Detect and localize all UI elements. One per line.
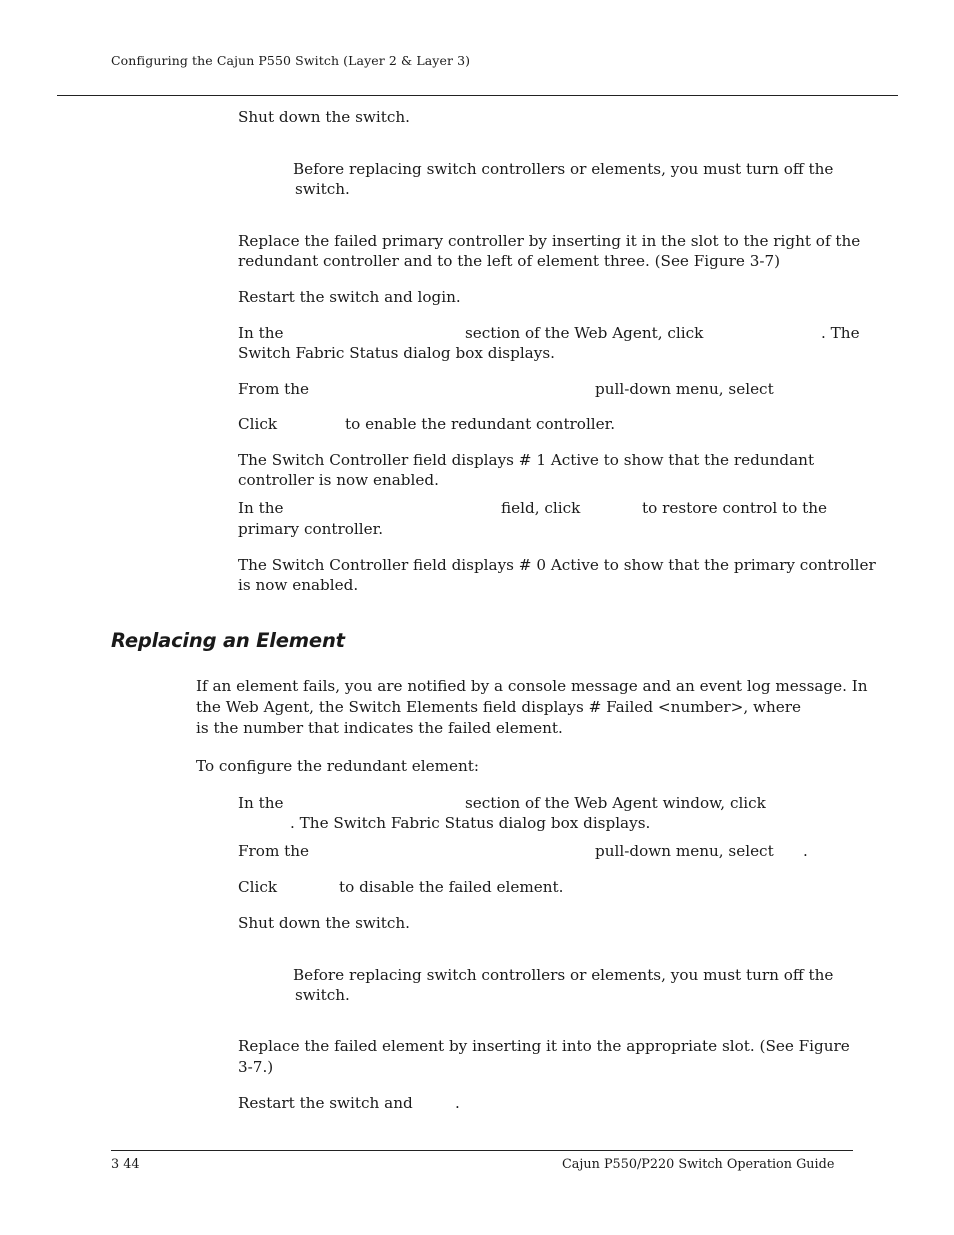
- result-controller-0-line2: is now enabled.: [238, 576, 359, 594]
- running-head: Configuring the Cajun P550 Switch (Layer 2 & Layer 3): [111, 53, 471, 68]
- el-step-click: Click: [238, 878, 278, 896]
- caution-text-line1: Before replacing switch controllers or elements, you must turn off the: [293, 160, 834, 178]
- intro-line1: If an element fails, you are notified by a console message and an event log message. In: [196, 677, 868, 695]
- step-click: Click: [238, 415, 278, 433]
- el-step-dialog-displays: . The Switch Fabric Status dialog box displays.: [290, 814, 651, 832]
- el-step-in-the: In the: [238, 794, 284, 812]
- step-primary-controller: primary controller.: [238, 520, 384, 538]
- el-step-restart-period: .: [455, 1094, 460, 1112]
- step-section-web-agent: section of the Web Agent, click: [465, 324, 704, 342]
- step-replace-controller-line2: redundant controller and to the left of element three. (See Figure 3-7): [238, 252, 781, 270]
- step-field-click: field, click: [501, 499, 581, 517]
- step-from-the: From the: [238, 380, 310, 398]
- intro-line2: the Web Agent, the Switch Elements field displays # Failed <number>, where: [196, 698, 801, 716]
- el-step-replace-line2: 3-7.): [238, 1058, 274, 1076]
- result-controller-1-line2: controller is now enabled.: [238, 471, 439, 489]
- header-rule: [57, 95, 898, 96]
- step-in-the: In the: [238, 324, 284, 342]
- step-pulldown-select: pull-down menu, select: [595, 380, 774, 398]
- step-in-the-field: In the: [238, 499, 284, 517]
- el-step-period: .: [803, 842, 808, 860]
- step-shut-down: Shut down the switch.: [238, 108, 410, 126]
- el-step-replace-line1: Replace the failed element by inserting it into the appropriate slot. (See Figure: [238, 1037, 850, 1055]
- step-the: . The: [821, 324, 860, 342]
- el-caution-line2: switch.: [295, 986, 350, 1004]
- section-heading: Replacing an Element: [111, 629, 345, 652]
- caution-text-line2: switch.: [295, 180, 350, 198]
- step-enable-redundant: to enable the redundant controller.: [345, 415, 616, 433]
- el-step-from-the: From the: [238, 842, 310, 860]
- el-step-section-click: section of the Web Agent window, click: [465, 794, 766, 812]
- step-dialog-displays: Switch Fabric Status dialog box displays.: [238, 344, 555, 362]
- el-step-restart: Restart the switch and: [238, 1094, 413, 1112]
- el-step-disable-failed: to disable the failed element.: [339, 878, 564, 896]
- page-number: 3 44: [111, 1157, 140, 1172]
- step-restart-login: Restart the switch and login.: [238, 288, 461, 306]
- result-controller-0-line1: The Switch Controller field displays # 0 Active to show that the primary controller: [238, 556, 876, 574]
- el-step-shut-down: Shut down the switch.: [238, 914, 410, 932]
- intro-line3: is the number that indicates the failed element.: [196, 719, 563, 737]
- guide-title: Cajun P550/P220 Switch Operation Guide: [562, 1157, 835, 1172]
- step-restore-control: to restore control to the: [642, 499, 828, 517]
- result-controller-1-line1: The Switch Controller field displays # 1 Active to show that the redundant: [238, 451, 815, 469]
- footer-rule: [111, 1150, 853, 1151]
- el-caution-line1: Before replacing switch controllers or elements, you must turn off the: [293, 966, 834, 984]
- configure-lead-in: To configure the redundant element:: [196, 757, 480, 775]
- el-step-pulldown-select: pull-down menu, select: [595, 842, 774, 860]
- step-replace-controller-line1: Replace the failed primary controller by inserting it in the slot to the right of the: [238, 232, 861, 250]
